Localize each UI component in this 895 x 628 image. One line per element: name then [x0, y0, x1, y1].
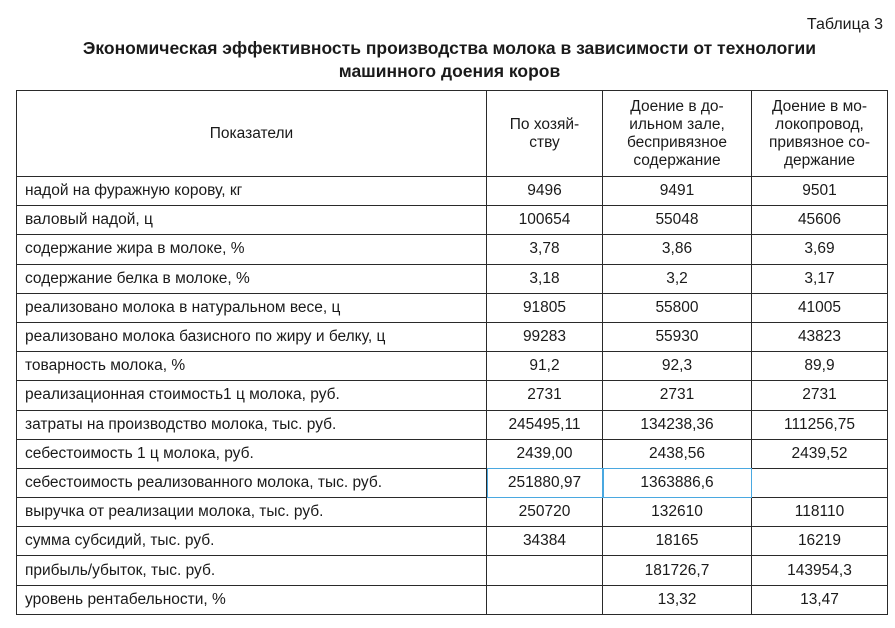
cell-parlor-milking[interactable]: 3,86	[603, 235, 752, 264]
cell-parlor-milking[interactable]: 2731	[603, 381, 752, 410]
row-label[interactable]: прибыль/убыток, тыс. руб.	[17, 556, 487, 585]
cell-farm-total[interactable]: 245495,11	[487, 410, 603, 439]
cell-parlor-milking[interactable]: 55800	[603, 293, 752, 322]
header-row	[17, 91, 888, 177]
cell-pipeline-milking[interactable]	[752, 468, 888, 497]
title-line-1: Экономическая эффективность производства молока в зависимости от технологии	[82, 38, 817, 58]
row-label[interactable]: товарность молока, %	[17, 352, 487, 381]
table-row	[17, 293, 888, 322]
cell-farm-total[interactable]: 91805	[487, 293, 603, 322]
row-label[interactable]: себестоимость 1 ц молока, руб.	[17, 439, 487, 468]
cell-pipeline-milking[interactable]: 16219	[752, 527, 888, 556]
cell-farm-total[interactable]: 2731	[487, 381, 603, 410]
cell-parlor-milking[interactable]: 3,2	[603, 264, 752, 293]
cell-parlor-milking[interactable]: 92,3	[603, 352, 752, 381]
cell-pipeline-milking[interactable]: 89,9	[752, 352, 888, 381]
row-label[interactable]: реализационная стоимость1 ц молока, руб.	[17, 381, 487, 410]
row-label[interactable]: содержание белка в молоке, %	[17, 264, 487, 293]
table-row	[17, 177, 888, 206]
cell-pipeline-milking[interactable]: 9501	[752, 177, 888, 206]
header-farm-total[interactable]: По хозяй- ству	[487, 91, 603, 177]
cell-farm-total[interactable]: 2439,00	[487, 439, 603, 468]
cell-pipeline-milking[interactable]: 13,47	[752, 585, 888, 614]
row-label[interactable]: содержание жира в молоке, %	[17, 235, 487, 264]
cell-pipeline-milking[interactable]: 41005	[752, 293, 888, 322]
row-label[interactable]: затраты на производство молока, тыс. руб.	[17, 410, 487, 439]
row-label[interactable]: себестоимость реализованного молока, тыс. руб.	[17, 468, 487, 497]
cell-parlor-milking[interactable]: 181726,7	[603, 556, 752, 585]
header-indicator[interactable]: Показатели	[17, 91, 487, 177]
cell-parlor-milking[interactable]: 13,32	[603, 585, 752, 614]
cell-pipeline-milking[interactable]: 111256,75	[752, 410, 888, 439]
table-row	[17, 439, 888, 468]
cell-parlor-milking[interactable]: 2438,56	[603, 439, 752, 468]
cell-pipeline-milking[interactable]: 3,69	[752, 235, 888, 264]
cell-farm-total[interactable]	[487, 556, 603, 585]
row-label[interactable]: реализовано молока в натуральном весе, ц	[17, 293, 487, 322]
cell-pipeline-milking[interactable]: 43823	[752, 322, 888, 351]
cell-farm-total[interactable]: 250720	[487, 498, 603, 527]
cell-farm-total[interactable]: 99283	[487, 322, 603, 351]
table-row	[17, 352, 888, 381]
cell-farm-total[interactable]: 9496	[487, 177, 603, 206]
data-table	[16, 90, 888, 615]
table-row	[17, 381, 888, 410]
cell-parlor-milking[interactable]: 55930	[603, 322, 752, 351]
table-row	[17, 206, 888, 235]
cell-pipeline-milking[interactable]: 3,17	[752, 264, 888, 293]
cell-pipeline-milking[interactable]: 118110	[752, 498, 888, 527]
cell-farm-total-selected[interactable]: 251880,97	[487, 468, 603, 497]
cell-parlor-milking[interactable]: 9491	[603, 177, 752, 206]
row-label[interactable]: выручка от реализации молока, тыс. руб.	[17, 498, 487, 527]
cell-farm-total[interactable]: 34384	[487, 527, 603, 556]
table-row	[17, 410, 888, 439]
cell-farm-total[interactable]	[487, 585, 603, 614]
title-line-2: машинного доения коров	[338, 61, 561, 81]
row-label[interactable]: реализовано молока базисного по жиру и белку, ц	[17, 322, 487, 351]
table-row	[17, 498, 888, 527]
cell-parlor-milking[interactable]: 134238,36	[603, 410, 752, 439]
table-row	[17, 235, 888, 264]
row-label[interactable]: сумма субсидий, тыс. руб.	[17, 527, 487, 556]
cell-parlor-milking[interactable]: 18165	[603, 527, 752, 556]
cell-parlor-milking[interactable]: 132610	[603, 498, 752, 527]
cell-farm-total[interactable]: 100654	[487, 206, 603, 235]
table-caption: Таблица 3	[806, 16, 883, 33]
cell-farm-total[interactable]: 3,18	[487, 264, 603, 293]
cell-pipeline-milking[interactable]: 143954,3	[752, 556, 888, 585]
header-parlor-milking[interactable]: Доение в до- ильном зале, беспривязное содержание	[603, 91, 752, 177]
cell-pipeline-milking[interactable]: 2731	[752, 381, 888, 410]
table-row	[17, 264, 888, 293]
cell-parlor-milking[interactable]: 55048	[603, 206, 752, 235]
cell-pipeline-milking[interactable]: 45606	[752, 206, 888, 235]
table-row	[17, 527, 888, 556]
row-label[interactable]: уровень рентабельности, %	[17, 585, 487, 614]
table-row	[17, 468, 888, 497]
cell-farm-total[interactable]: 91,2	[487, 352, 603, 381]
row-label[interactable]: валовый надой, ц	[17, 206, 487, 235]
cell-pipeline-milking[interactable]: 2439,52	[752, 439, 888, 468]
cell-farm-total[interactable]: 3,78	[487, 235, 603, 264]
header-pipeline-milking[interactable]: Доение в мо- локопровод, привязное со- держание	[752, 91, 888, 177]
row-label[interactable]: надой на фуражную корову, кг	[17, 177, 487, 206]
table-row	[17, 322, 888, 351]
cell-parlor-milking-selected[interactable]: 1363886,6	[603, 468, 752, 497]
table-row	[17, 585, 888, 614]
table-row	[17, 556, 888, 585]
table-title	[14, 37, 885, 83]
